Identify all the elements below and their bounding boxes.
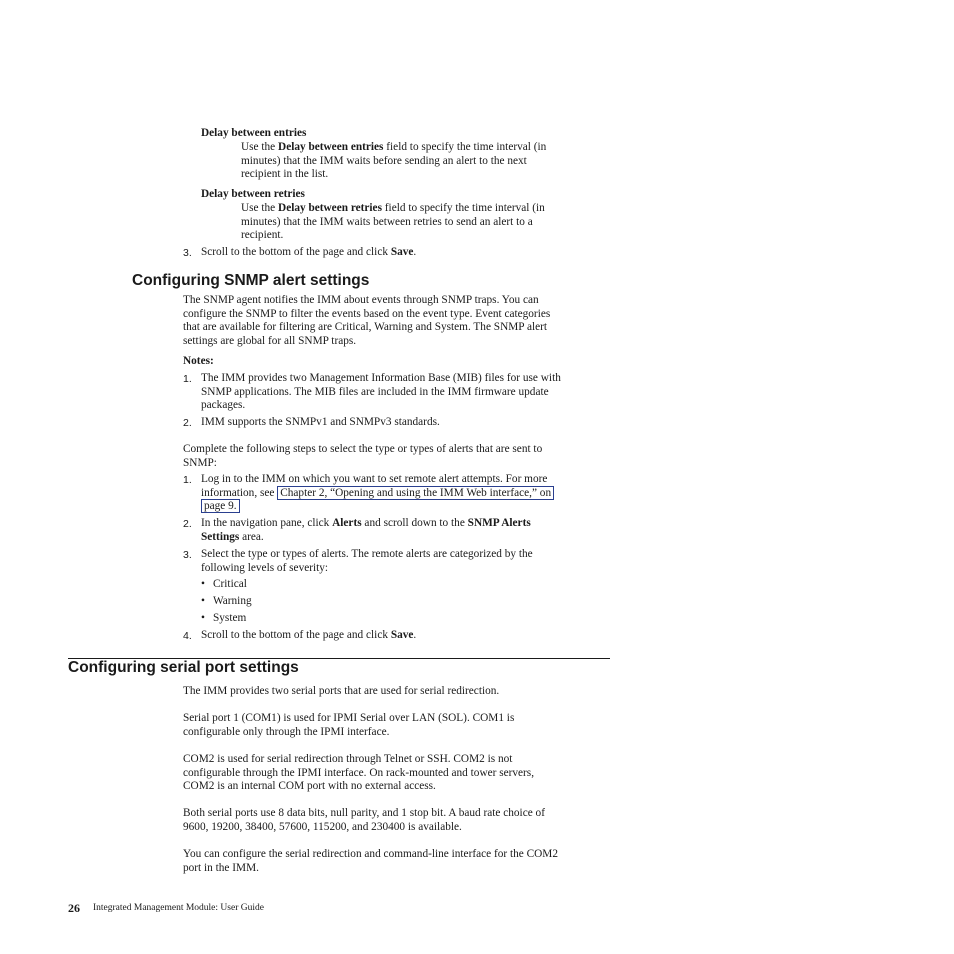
step-log-in: Log in to the IMM on which you want to set remote alert attempts. For more information, see Chapter 2, “Opening and using the IMM Web interface,” on page 9. [201, 473, 606, 514]
heading-serial-port-settings: Configuring serial port settings [68, 659, 299, 676]
bullet-icon: • [201, 595, 205, 607]
chapter-2-link[interactable]: Chapter 2, “Opening and using the IMM Web interface,” on [277, 486, 554, 500]
note-snmp-standards: IMM supports the SNMPv1 and SNMPv3 standards. [201, 416, 440, 428]
note-mib-files: The IMM provides two Management Information Base (MIB) files for use with SNMP applications. The MIB files are included in the IMM firmware update packages. [201, 372, 561, 412]
step-number: 3. [183, 247, 192, 259]
bullet-icon: • [201, 612, 205, 624]
snmp-intro-paragraph: The SNMP agent notifies the IMM about events through SNMP traps. You can configure the SNMP to filter the events based on the event type. Event categories that are available for filtering are Critical, Warning and System. The SNMP alert settings are global for all SNMP traps. [183, 294, 551, 347]
step-number: 2. [183, 518, 192, 530]
desc-delay-between-retries: Use the Delay between retries field to specify the time interval (in minutes) that the IMM waits between retries to send an alert to a recipient. [241, 202, 545, 242]
step-scroll-save-top: Scroll to the bottom of the page and click Save. [201, 246, 417, 258]
step-select-alert-types: Select the type or types of alerts. The remote alerts are categorized by the following levels of severity: [201, 548, 533, 574]
term-delay-between-entries: Delay between entries [201, 127, 307, 139]
step-number: 3. [183, 549, 192, 561]
note-number: 1. [183, 373, 192, 385]
term-delay-between-retries: Delay between retries [201, 188, 305, 200]
steps-intro-paragraph: Complete the following steps to select the type or types of alerts that are sent to SNMP: [183, 443, 543, 469]
page-number: 26 [68, 901, 80, 915]
notes-label: Notes: [183, 355, 214, 367]
bullet-icon: • [201, 578, 205, 590]
serial-paragraph-4: Both serial ports use 8 data bits, null parity, and 1 stop bit. A baud rate choice of 9600, 19200, 38400, 57600, 115200, and 230400 is available. [183, 807, 545, 833]
level-warning: Warning [213, 595, 252, 607]
desc-delay-between-entries: Use the Delay between entries field to specify the time interval (in minutes) that the IMM waits before sending an alert to the next recipient in the list. [241, 141, 547, 181]
step-number: 1. [183, 474, 192, 486]
footer-title: Integrated Management Module: User Guide [93, 903, 264, 913]
level-system: System [213, 612, 247, 624]
serial-paragraph-2: Serial port 1 (COM1) is used for IPMI Serial over LAN (SOL). COM1 is configurable only through the IPMI interface. [183, 712, 515, 738]
note-number: 2. [183, 417, 192, 429]
step-navigation-pane: In the navigation pane, click Alerts and scroll down to the SNMP Alerts Settings area. [201, 517, 531, 543]
heading-snmp-alert-settings: Configuring SNMP alert settings [132, 272, 370, 289]
step-number: 4. [183, 630, 192, 642]
page-9-link[interactable]: page 9. [201, 499, 240, 513]
serial-paragraph-5: You can configure the serial redirection and command-line interface for the COM2 port in the IMM. [183, 848, 558, 874]
serial-paragraph-1: The IMM provides two serial ports that are used for serial redirection. [183, 685, 500, 697]
level-critical: Critical [213, 578, 247, 590]
serial-paragraph-3: COM2 is used for serial redirection through Telnet or SSH. COM2 is not configurable through the IPMI interface. On rack-mounted and tower servers, COM2 is an internal COM port with no external access. [183, 753, 535, 793]
step-scroll-save: Scroll to the bottom of the page and click Save. [201, 629, 417, 641]
